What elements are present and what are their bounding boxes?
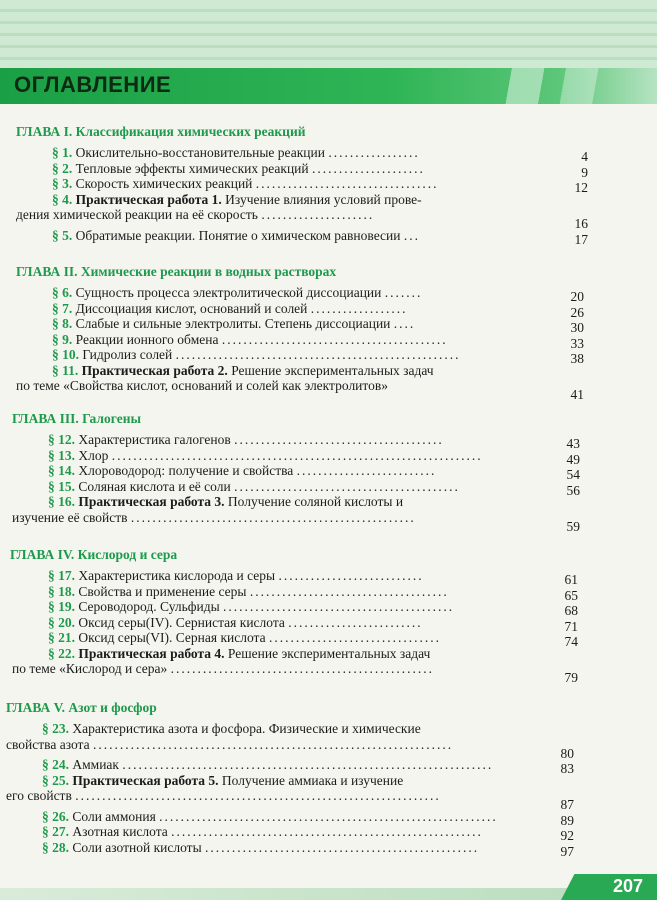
entry-title: Скорость химических реакций [75,176,253,191]
section-number: § 11. [52,362,79,378]
page-reference: 4 [581,149,588,164]
section-number: § 5. [52,227,73,243]
entry-title: Слабые и сильные электролиты. Степень диссоциации [75,316,391,331]
section-number: § 28. [42,839,69,855]
entry-title: Хлор [78,447,109,463]
section-number: § 7. [52,300,73,316]
toc-entry [52,363,434,379]
section-number: § 4. [52,191,73,207]
toc-entry [52,347,461,363]
toc-entry [48,463,436,479]
entry-title: Получение соляной кислоты и [227,494,404,509]
entry-title: Окислительно-восстановительные реакции [75,145,325,160]
entry-title: Характеристика галогенов [78,432,231,447]
leader-dots: ..................................... [249,583,449,599]
leader-dots: ..................................................................... [122,757,494,772]
section-number: § 14. [48,463,75,478]
entry-title: Решение экспериментальных задач [227,645,431,661]
page-reference: 65 [564,587,578,603]
section-number: § 13. [48,447,75,463]
section-number: § 24. [42,757,69,772]
page-reference: 79 [564,670,578,685]
leader-dots: ................................................................... [92,736,454,752]
section-number: § 25. [42,772,69,788]
section-number: § 26. [42,808,69,824]
toc-entry-continuation [12,661,434,677]
page-reference: 20 [570,289,584,304]
entry-title: Гидролиз солей [82,347,173,362]
practical-work-label: Практическая работа 5. [72,772,219,788]
leader-dots: ..................................................... [175,347,461,362]
toc-entry [48,615,423,631]
toc-entry [52,316,415,332]
page-reference: 49 [566,451,580,467]
leader-dots: ........................................... [223,599,455,614]
leader-dots: ..................................................... [130,509,416,525]
leader-dots: ..................... [312,160,425,176]
page-reference: 16 [574,216,588,231]
leader-dots: ................................ [269,630,441,645]
toc-entry [42,840,479,856]
leader-dots: ............................................................... [159,808,498,824]
leader-dots: .................................. [255,176,439,191]
leader-dots: .......................... [296,463,437,478]
section-number: § 10. [52,347,79,362]
entry-title: Оксид серы(IV). Сернистая кислота [78,614,285,630]
toc-entry-continuation [6,788,441,804]
toc-entry-continuation [16,207,374,223]
section-number: § 17. [48,568,75,583]
section-number: § 12. [48,432,75,447]
toc-entry [48,599,454,615]
page-reference: 56 [566,482,580,498]
leader-dots: ................................................... [205,839,480,855]
toc-entry [48,479,460,495]
entry-title: Диссоциация кислот, оснований и солей [75,300,308,316]
chapter-heading: ГЛАВА V. Азот и фосфор [6,700,157,715]
practical-work-label: Практическая работа 3. [78,494,225,509]
leader-dots: ................. [328,145,420,160]
entry-title: Свойства и применение серы [78,583,247,599]
entry-title: Сущность процесса электролитической диссоциации [75,285,382,300]
toc-entry-continuation [12,510,416,526]
section-number: § 21. [48,630,75,645]
toc-entry [52,176,439,192]
page-reference: 97 [560,843,574,859]
toc-entry [42,757,493,773]
toc-entry [48,494,403,510]
page-reference: 89 [560,812,574,828]
toc-entry [52,228,420,244]
section-number: § 3. [52,176,73,191]
chapter-heading: ГЛАВА III. Галогены [12,411,142,426]
entry-title-line2: по теме «Свойства кислот, оснований и солей как электролитов» [16,378,389,393]
leader-dots: .... [393,316,416,331]
entry-title: Реакции ионного обмена [75,331,219,347]
toc-entry [52,192,422,208]
page-reference: 43 [566,436,580,451]
entry-title: Аммиак [72,757,119,772]
title-bar-accent [447,68,657,104]
entry-title: Тепловые эффекты химических реакций [75,160,309,176]
page-reference: 83 [560,761,574,776]
entry-title: Характеристика кислорода и серы [78,568,276,583]
page-reference: 41 [570,387,584,402]
entry-title: Сероводород. Сульфиды [78,599,220,614]
chapter-heading: ГЛАВА IV. Кислород и сера [10,547,178,562]
footer-bar [0,888,657,900]
page-reference: 71 [564,618,578,634]
leader-dots: ......................... [288,614,423,630]
toc-entry [52,145,420,161]
entry-title-line2: дения химической реакции на её скорость [16,207,258,222]
toc-entry [48,432,444,448]
entry-title-line2: свойства азота [6,736,90,752]
section-number: § 20. [48,614,75,630]
leader-dots: ........................... [278,568,424,583]
section-number: § 15. [48,478,75,494]
chapter-heading: ГЛАВА I. Классификация химических реакций [16,124,306,139]
toc-entry [48,568,424,584]
toc-entry-continuation [16,378,388,394]
page-reference: 38 [570,351,584,366]
entry-title: Соляная кислота и её соли [78,478,231,494]
entry-title-line2: изучение её свойств [12,509,128,525]
practical-work-label: Практическая работа 2. [81,362,228,378]
page-title: ОГЛАВЛЕНИЕ [14,72,172,97]
header-stripes [0,0,657,68]
page-reference: 59 [566,518,580,534]
section-number: § 27. [42,824,69,839]
page-reference: 30 [570,320,584,335]
section-number: § 23. [42,721,69,736]
page-reference: 9 [581,164,588,180]
page-reference: 68 [564,603,578,618]
entry-title: Соли аммония [72,808,156,824]
leader-dots: .................. [310,300,408,316]
section-number: § 18. [48,583,75,599]
practical-work-label: Практическая работа 1. [75,191,222,207]
toc-entry [48,584,449,600]
toc-entry-continuation [6,737,453,753]
page-reference: 80 [560,745,574,761]
entry-title: Соли азотной кислоты [72,839,202,855]
page-reference: 54 [566,467,580,482]
entry-title: Оксид серы(VI). Серная кислота [78,630,266,645]
toc-entry [48,630,441,646]
leader-dots: ....... [384,285,423,300]
section-number: § 6. [52,285,73,300]
practical-work-label: Практическая работа 4. [78,645,225,661]
entry-title: Хлороводород: получение и свойства [78,463,294,478]
section-number: § 1. [52,145,73,160]
entry-title: Обратимые реакции. Понятие о химическом равновесии [75,227,401,243]
page-reference: 61 [564,572,578,587]
page-reference: 17 [574,231,588,247]
leader-dots: ....................................... [234,432,444,447]
toc-entry [48,448,483,464]
page-reference: 26 [570,304,584,320]
page-reference: 12 [574,180,588,195]
leader-dots: ... [403,227,420,243]
page-reference: 92 [560,828,574,843]
leader-dots: ..................................................................... [111,447,483,463]
entry-title: Получение аммиака и изучение [221,772,404,788]
toc-entry [52,332,448,348]
entry-title: Решение экспериментальных задач [231,362,434,378]
toc-entry [42,721,421,737]
toc-entry [42,773,403,789]
entry-title-line2: по теме «Кислород и сера» [12,661,168,676]
chapter-heading: ГЛАВА II. Химические реакции в водных растворах [16,264,337,279]
toc-entry [52,161,425,177]
page-reference: 87 [560,797,574,812]
entry-title: Азотная кислота [72,824,168,839]
section-number: § 8. [52,316,73,331]
page-reference: 74 [564,634,578,649]
page-number: 207 [612,876,643,896]
leader-dots: .......................................... [234,478,460,494]
section-number: § 16. [48,494,75,509]
leader-dots: ................................................. [170,661,434,676]
leader-dots: .................................................................... [75,788,441,803]
section-number: § 2. [52,160,73,176]
toc-entry [42,809,498,825]
leader-dots: .......................................................... [171,824,483,839]
entry-title: Характеристика азота и фосфора. Физические и химические [72,721,421,736]
toc-entry [48,646,430,662]
toc-entry [42,824,483,840]
section-number: § 9. [52,331,73,347]
entry-title: Изучение влияния условий прове- [225,191,422,207]
toc-entry [52,301,408,317]
section-number: § 22. [48,645,75,661]
section-number: § 19. [48,599,75,614]
page-reference: 33 [570,335,584,351]
entry-title-line2: его свойств [6,788,72,803]
leader-dots: ..................... [261,207,375,222]
toc-entry [52,285,422,301]
leader-dots: .......................................... [221,331,448,347]
